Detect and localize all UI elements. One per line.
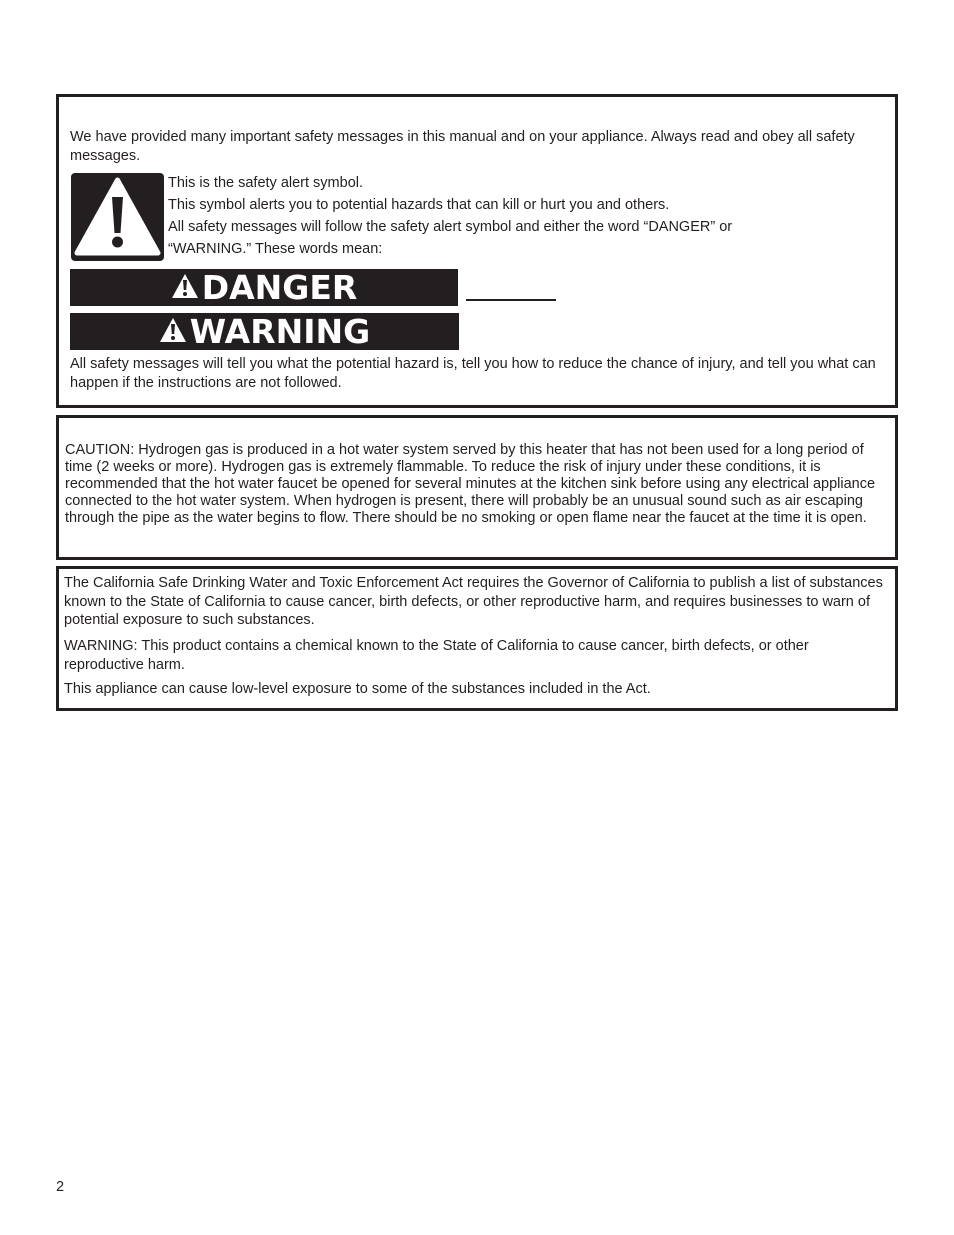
page-number: 2 xyxy=(56,1179,65,1195)
symbol-line-1: This is the safety alert symbol. xyxy=(168,175,364,191)
california-para-2: WARNING: This product contains a chemical known to the State of California to cause cancer, birth defects, or other reproductive harm. xyxy=(64,638,809,673)
california-para-3: This appliance can cause low-level exposure to some of the substances included in the Act. xyxy=(64,681,651,697)
danger-signal-word xyxy=(70,269,458,306)
symbol-line-4: “WARNING.” These words mean: xyxy=(168,241,383,257)
divider-line xyxy=(466,299,556,301)
warning-label: WARNING xyxy=(189,312,371,351)
danger-alert-icon xyxy=(171,269,199,306)
warning-signal-word xyxy=(70,313,459,350)
safety-intro-text: We have provided many important safety messages in this manual and on your appliance. Always read and obey all safety messages. xyxy=(70,129,855,164)
california-para-1: The California Safe Drinking Water and Toxic Enforcement Act requires the Governor of California to publish a list of substances known to the State of California to cause cancer, birth defects, or other reproductive harm, and requires businesses to warn of potential exposure to such substances. xyxy=(64,575,883,628)
caution-hydrogen-text: CAUTION: Hydrogen gas is produced in a hot water system served by this heater that has not been used for a long period of time (2 weeks or more). Hydrogen gas is extremely flammable. To reduce the risk of injury under these conditions, it is recommended that the hot water faucet be opened for several minutes at the kitchen sink before using any electrical appliance connected to the hot water system. When hydrogen is present, there will probably be an unusual sound such as air escaping through the pipe as the water begins to flow. There should be no smoking or open flame near the faucet at the time it is open. xyxy=(65,442,876,526)
safety-alert-triangle-icon xyxy=(71,173,164,261)
safety-closing-text: All safety messages will tell you what the potential hazard is, tell you how to reduce the chance of injury, and tell you what can happen if the instructions are not followed. xyxy=(70,356,876,391)
symbol-line-3: All safety messages will follow the safety alert symbol and either the word “DANGER” or xyxy=(168,219,733,235)
danger-label: DANGER xyxy=(201,268,358,307)
warning-alert-icon xyxy=(159,313,187,350)
symbol-line-2: This symbol alerts you to potential hazards that can kill or hurt you and others. xyxy=(168,197,670,213)
